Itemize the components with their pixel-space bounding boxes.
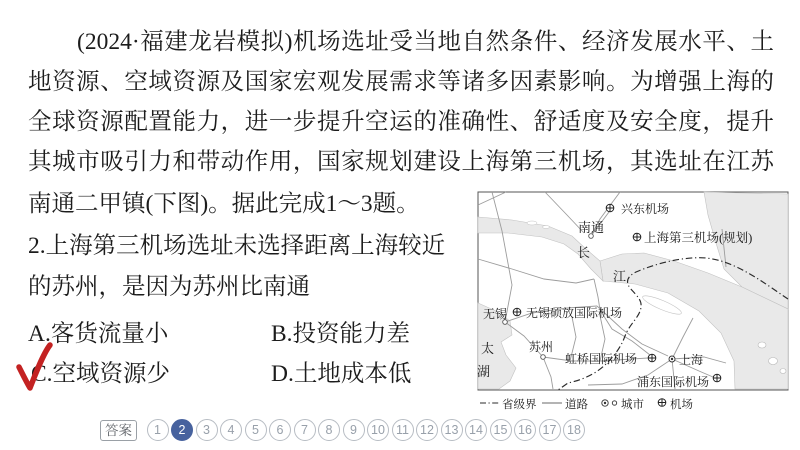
airport-icon-shuofang [513,308,521,316]
page-circle-12[interactable]: 12 [416,419,438,441]
page-circle-1[interactable]: 1 [147,419,169,441]
map-islet-2 [543,226,550,229]
page-circle-8[interactable]: 8 [318,419,340,441]
page-circle-4[interactable]: 4 [220,419,242,441]
airport-icon-xingdong [606,204,614,212]
map-label-third-airport: 上海第三机场(规划) [644,231,753,245]
airport-icon-hongqiao [648,354,656,362]
page-circle-10[interactable]: 10 [367,419,389,441]
city-icon-suzhou [541,355,546,360]
map-label-nantong: 南通 [578,220,605,235]
passage-line-1: (2024·福建龙岩模拟)机场选址受当地自然条件、经济发展水平、土 [77,29,774,55]
answer-button[interactable]: 答案 [100,420,137,441]
map-sea-island-3 [780,369,786,374]
map-label-shanghai: 上海 [679,353,704,367]
passage-line-3: 全球资源配置能力，进一步提升空运的准确性、舒适度及安全度，提升 [28,109,774,135]
map-label-hongqiao: 虹桥国际机场 [565,352,638,366]
map-label-suzhou: 苏州 [529,340,554,354]
legend-label-road: 道路 [565,399,588,411]
region-map [472,189,794,415]
map-label-yangtze-1: 长 [577,245,591,260]
option-a[interactable]: A.客货流量小 [28,321,169,347]
page-circle-7[interactable]: 7 [294,419,316,441]
answer-check-icon [12,342,54,394]
page-circle-14[interactable]: 14 [465,419,487,441]
legend-label-city: 城市 [621,399,644,411]
map-islet-1 [527,221,537,225]
page-circle-13[interactable]: 13 [441,419,463,441]
page-nav-circles [147,419,586,441]
city-icon-shanghai [669,356,675,362]
map-sea-island-1 [758,342,766,348]
page-circle-11[interactable]: 11 [392,419,414,441]
legend-label-airport: 机场 [670,399,693,411]
map-legend [480,397,693,411]
option-b[interactable]: B.投资能力差 [271,321,411,347]
passage-line-2: 地资源、空域资源及国家宏观发展需求等诸多因素影响。为增强上海的 [28,69,774,95]
map-label-xingdong: 兴东机场 [621,202,670,216]
legend-airport-icon [658,399,666,407]
map-sea-island-2 [769,358,778,365]
map-label-wuxi: 无锡 [483,307,508,321]
map-label-taihu-1: 太 [481,341,495,356]
passage-line-4: 其城市吸引力和带动作用，国家规划建设上海第三机场，其选址在江苏 [28,149,774,175]
legend-city-icon [602,400,617,406]
page-circle-6[interactable]: 6 [269,419,291,441]
page-nav [100,419,585,441]
page-circle-2[interactable]: 2 [171,419,193,441]
question-stem-line-1: 2.上海第三机场选址未选择距离上海较近 [28,233,446,259]
page-circle-17[interactable]: 17 [539,419,561,441]
map-label-pudong: 浦东国际机场 [637,375,710,389]
page-circle-3[interactable]: 3 [196,419,218,441]
page-circle-5[interactable]: 5 [245,419,267,441]
page-circle-18[interactable]: 18 [563,419,585,441]
page-circle-16[interactable]: 16 [514,419,536,441]
airport-icon-third-airport [633,233,641,241]
airport-icon-pudong [713,374,721,382]
option-c[interactable]: C.空域资源少 [31,361,171,387]
map-label-taihu-2: 湖 [477,364,491,379]
map-label-shuofang: 无锡硕放国际机场 [526,306,623,320]
legend-label-boundary: 省级界 [502,399,537,411]
map-label-yangtze-2: 江 [613,269,627,284]
page-circle-9[interactable]: 9 [343,419,365,441]
option-d[interactable]: D.土地成本低 [271,361,412,387]
question-stem-line-2: 的苏州，是因为苏州比南通 [28,274,310,300]
passage-line-5: 南通二甲镇(下图)。据此完成1～3题。 [28,191,420,217]
page-circle-15[interactable]: 15 [490,419,512,441]
